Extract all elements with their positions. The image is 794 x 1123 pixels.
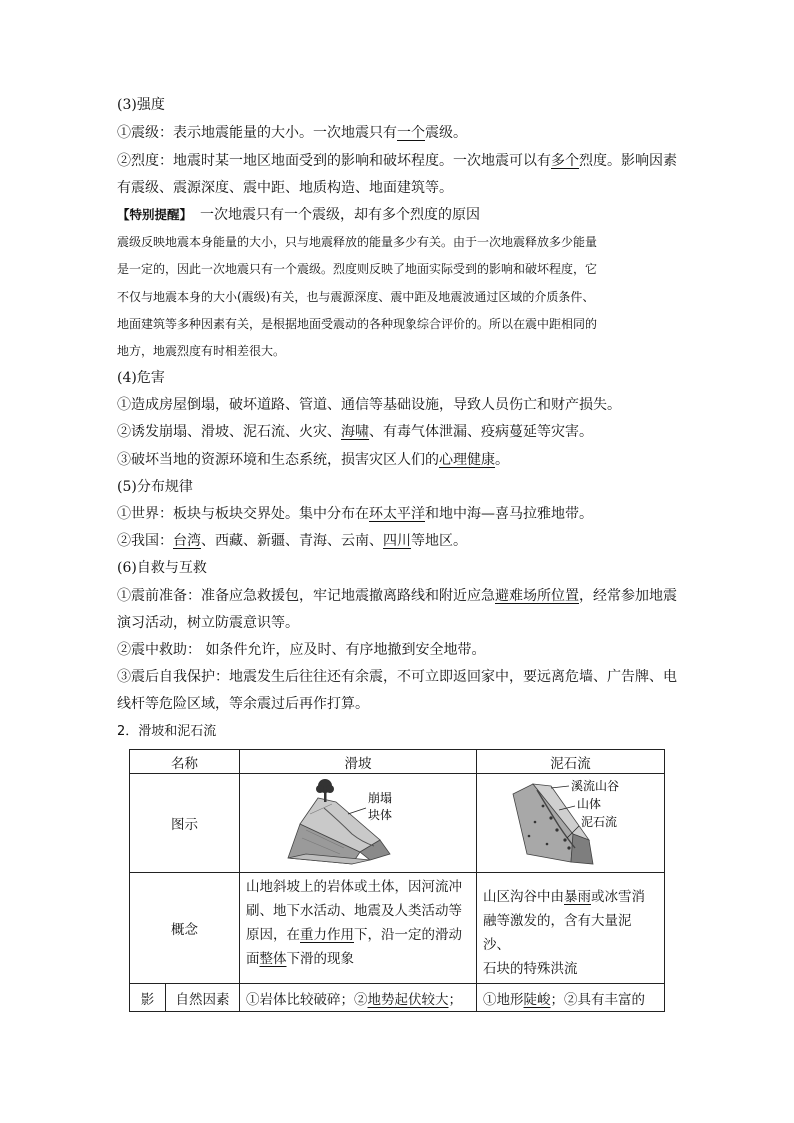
rescue-before xyxy=(117,586,677,606)
row-label-figure: 图示 xyxy=(130,774,240,873)
debris-label-valley: 溪流山谷 xyxy=(571,779,620,793)
text: ③破坏当地的资源环境和生态系统，损害灾区人们的 xyxy=(117,452,439,468)
section-heading-distribution: (5)分布规律 xyxy=(117,479,193,495)
underlined-text: 整体 xyxy=(259,951,287,967)
section-heading-intensity: (3)强度 xyxy=(117,97,165,113)
landslide-figure-cell xyxy=(240,774,477,873)
text: ，经常参加地震 xyxy=(579,588,677,604)
note-tag: 【特别提醒】 xyxy=(117,207,193,222)
text: ①岩体比较破碎；② xyxy=(246,991,368,1008)
underlined-text: 多个 xyxy=(551,153,579,169)
text: 震级。 xyxy=(425,125,467,141)
landslide-label-block: 块体 xyxy=(368,808,393,822)
text: 原因，在 xyxy=(246,927,300,943)
concept-line xyxy=(246,923,470,947)
section-heading-hazard: (4)危害 xyxy=(117,370,165,386)
note-line: 地面建筑等多种因素有关，是根据地面受震动的各种现象综合评价的。所以在震中距相同的 xyxy=(117,317,598,331)
row-label-natural-factors: 自然因素 xyxy=(166,984,240,1012)
landslide-illustration xyxy=(240,774,477,868)
text: 下，沿一定的滑动 xyxy=(354,927,462,943)
note-line: 是一定的，因此一次地震只有一个震级。烈度则反映了地面实际受到的影响和破坏程度，它 xyxy=(117,262,598,276)
text: 下滑的现象 xyxy=(286,951,354,967)
rescue-during: ②震中救助： 如条件允许，应及时、有序地撤到安全地带。 xyxy=(117,642,486,658)
debris-flow-natural-factors xyxy=(477,984,665,1012)
header-debris-flow: 泥石流 xyxy=(477,750,665,774)
underlined-text: 地势起伏较大 xyxy=(367,991,449,1008)
text: 。 xyxy=(495,452,509,468)
landslide-label-collapse: 崩塌 xyxy=(368,791,393,805)
rescue-after-line1: ③震后自我保护：地震发生后往往还有余震，不可立即返回家中，要远离危墙、广告牌、电 xyxy=(117,669,677,685)
header-name: 名称 xyxy=(130,750,240,774)
text: ②诱发崩塌、滑坡、泥石流、火灾、 xyxy=(117,424,341,440)
underlined-text: 暴雨 xyxy=(564,889,591,905)
table-row-concept xyxy=(130,873,665,984)
underlined-text: 台湾 xyxy=(173,533,201,549)
magnitude-definition xyxy=(117,123,467,143)
underlined-text: 重力作用 xyxy=(300,927,354,943)
debris-label-flow: 泥石流 xyxy=(581,815,618,829)
rescue-before-line2: 演习活动，树立防震意识等。 xyxy=(117,615,299,631)
underlined-text: 陡峻 xyxy=(523,991,551,1008)
note-line: 地方，地震烈度有时相差很大。 xyxy=(117,344,286,358)
text: ②烈度：地震时某一地区地面受到的影响和破坏程度。一次地震可以有 xyxy=(117,153,551,169)
intensity-factors: 有震级、震源深度、震中距、地质构造、地面建筑等。 xyxy=(117,180,453,196)
text: 山区沟谷中由 xyxy=(483,889,564,905)
text: ①震前准备：准备应急救援包，牢记地震撤离路线和附近应急 xyxy=(117,588,495,604)
rescue-after-line2: 线杆等危险区域，等余震过后再作打算。 xyxy=(117,696,369,712)
comparison-table xyxy=(129,749,665,1012)
header-landslide: 滑坡 xyxy=(240,750,477,774)
note-line: 不仅与地震本身的大小(震级)有关，也与震源深度、震中距及地震波通过区域的介质条件、 xyxy=(117,290,595,304)
hazard-item-3 xyxy=(117,450,509,470)
debris-flow-concept xyxy=(477,873,665,984)
underlined-text: 环太平洋 xyxy=(369,506,425,522)
intensity-definition xyxy=(117,151,677,171)
distribution-world xyxy=(117,504,593,524)
text: ①地形 xyxy=(483,991,524,1008)
concept-line xyxy=(483,885,658,909)
text: 、有毒气体泄漏、疫病蔓延等灾害。 xyxy=(369,424,593,440)
note-title: 一次地震只有一个震级，却有多个烈度的原因 xyxy=(200,207,481,223)
table-row-figure xyxy=(130,774,665,873)
concept-line: 山地斜坡上的岩体或土体，因河流冲 xyxy=(246,879,462,895)
landslide-natural-factors xyxy=(240,984,477,1012)
concept-line: 融等激发的，含有大量泥沙、 xyxy=(483,913,632,953)
distribution-china xyxy=(117,531,467,551)
text: 、西藏、新疆、青海、云南、 xyxy=(201,533,383,549)
underlined-text: 四川 xyxy=(383,533,411,549)
section-heading-rescue: (6)自救与互救 xyxy=(117,560,207,576)
text: 或冰雪消 xyxy=(591,889,645,905)
text: ①世界：板块与板块交界处。集中分布在 xyxy=(117,506,369,522)
underlined-text: 避难场所位置 xyxy=(495,588,579,604)
table-row-natural-factors xyxy=(130,984,665,1012)
text: 面 xyxy=(246,951,260,967)
text: ； xyxy=(448,991,462,1008)
special-note-header xyxy=(117,205,480,225)
debris-flow-figure-cell xyxy=(477,774,665,873)
concept-line: 石块的特殊洪流 xyxy=(483,961,578,977)
underlined-text: 一个 xyxy=(397,125,425,141)
text: 烈度。影响因素 xyxy=(579,153,677,169)
row-label-concept: 概念 xyxy=(130,873,240,984)
text: 和地中海—喜马拉雅地带。 xyxy=(425,506,593,522)
hazard-item-2 xyxy=(117,422,593,442)
concept-line xyxy=(246,947,470,971)
underlined-text: 心理健康 xyxy=(439,452,495,468)
hazard-item-1: ①造成房屋倒塌，破坏道路、管道、通信等基础设施，导致人员伤亡和财产损失。 xyxy=(117,397,621,413)
section-2-title: 2．滑坡和泥石流 xyxy=(117,724,217,739)
concept-line: 刷、地下水活动、地震及人类活动等 xyxy=(246,903,462,919)
row-group-influence: 影 xyxy=(130,984,166,1012)
text: 等地区。 xyxy=(411,533,467,549)
note-line: 震级反映地震本身能量的大小，只与地震释放的能量多少有关。由于一次地震释放多少能量 xyxy=(117,235,598,249)
underlined-text: 海啸 xyxy=(341,424,369,440)
debris-label-mountain: 山体 xyxy=(577,797,602,811)
text: ②我国： xyxy=(117,533,173,549)
text: ；②具有丰富的 xyxy=(550,991,645,1008)
debris-flow-illustration xyxy=(477,774,665,868)
text: ①震级：表示地震能量的大小。一次地震只有 xyxy=(117,125,397,141)
landslide-concept xyxy=(240,873,477,984)
table-header-row xyxy=(130,750,665,774)
